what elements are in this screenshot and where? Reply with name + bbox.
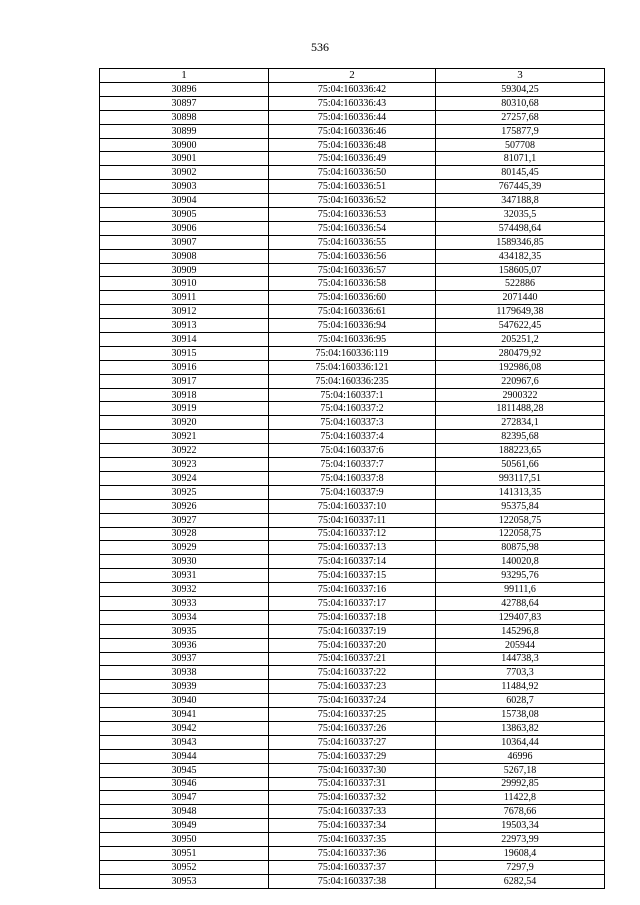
- row-number-cell: 30897: [100, 96, 269, 110]
- value-cell: 767445,39: [436, 180, 605, 194]
- row-number-cell: 30952: [100, 860, 269, 874]
- table-row: [100, 374, 605, 388]
- table-row: [100, 346, 605, 360]
- cadastral-number-cell: 75:04:160337:14: [269, 555, 436, 569]
- table-row: [100, 471, 605, 485]
- row-number-cell: 30903: [100, 180, 269, 194]
- value-cell: 280479,92: [436, 346, 605, 360]
- data-table: [99, 68, 605, 889]
- cadastral-number-cell: 75:04:160336:54: [269, 221, 436, 235]
- cadastral-number-cell: 75:04:160337:9: [269, 485, 436, 499]
- value-cell: 80875,98: [436, 541, 605, 555]
- value-cell: 574498,64: [436, 221, 605, 235]
- table-row: [100, 458, 605, 472]
- table-row: [100, 583, 605, 597]
- cadastral-number-cell: 75:04:160337:1: [269, 388, 436, 402]
- cadastral-number-cell: 75:04:160337:7: [269, 458, 436, 472]
- value-cell: 2900322: [436, 388, 605, 402]
- table-row: [100, 805, 605, 819]
- cadastral-number-cell: 75:04:160336:119: [269, 346, 436, 360]
- value-cell: 347188,8: [436, 194, 605, 208]
- table-row: [100, 249, 605, 263]
- table-row: [100, 333, 605, 347]
- row-number-cell: 30898: [100, 110, 269, 124]
- value-cell: 22973,99: [436, 833, 605, 847]
- cadastral-number-cell: 75:04:160337:31: [269, 777, 436, 791]
- row-number-cell: 30953: [100, 874, 269, 888]
- cadastral-number-cell: 75:04:160337:34: [269, 819, 436, 833]
- row-number-cell: 30940: [100, 694, 269, 708]
- value-cell: 32035,5: [436, 208, 605, 222]
- cadastral-number-cell: 75:04:160337:13: [269, 541, 436, 555]
- page-number: 536: [311, 40, 329, 54]
- cadastral-number-cell: 75:04:160337:4: [269, 430, 436, 444]
- cadastral-number-cell: 75:04:160336:61: [269, 305, 436, 319]
- cadastral-number-cell: 75:04:160337:37: [269, 860, 436, 874]
- row-number-cell: 30933: [100, 596, 269, 610]
- value-cell: 1589346,85: [436, 235, 605, 249]
- value-cell: 50561,66: [436, 458, 605, 472]
- row-number-cell: 30914: [100, 333, 269, 347]
- table-row: [100, 846, 605, 860]
- row-number-cell: 30900: [100, 138, 269, 152]
- cadastral-number-cell: 75:04:160337:2: [269, 402, 436, 416]
- table-row: [100, 263, 605, 277]
- value-cell: 7297,9: [436, 860, 605, 874]
- cadastral-number-cell: 75:04:160337:35: [269, 833, 436, 847]
- table-row: [100, 638, 605, 652]
- row-number-cell: 30912: [100, 305, 269, 319]
- value-cell: 129407,83: [436, 610, 605, 624]
- row-number-cell: 30930: [100, 555, 269, 569]
- table-row: [100, 485, 605, 499]
- value-cell: 29992,85: [436, 777, 605, 791]
- row-number-cell: 30943: [100, 735, 269, 749]
- row-number-cell: 30901: [100, 152, 269, 166]
- cadastral-number-cell: 75:04:160336:51: [269, 180, 436, 194]
- cadastral-number-cell: 75:04:160336:56: [269, 249, 436, 263]
- cadastral-number-cell: 75:04:160337:6: [269, 444, 436, 458]
- cadastral-number-cell: 75:04:160337:27: [269, 735, 436, 749]
- row-number-cell: 30944: [100, 749, 269, 763]
- cadastral-number-cell: 75:04:160337:24: [269, 694, 436, 708]
- table-row: [100, 527, 605, 541]
- value-cell: 145296,8: [436, 624, 605, 638]
- row-number-cell: 30924: [100, 471, 269, 485]
- table-row: [100, 291, 605, 305]
- value-cell: 507708: [436, 138, 605, 152]
- cadastral-number-cell: 75:04:160337:30: [269, 763, 436, 777]
- row-number-cell: 30909: [100, 263, 269, 277]
- row-number-cell: 30916: [100, 360, 269, 374]
- value-cell: 205251,2: [436, 333, 605, 347]
- cadastral-number-cell: 75:04:160336:121: [269, 360, 436, 374]
- cadastral-number-cell: 75:04:160337:22: [269, 666, 436, 680]
- table-row: [100, 860, 605, 874]
- row-number-cell: 30941: [100, 708, 269, 722]
- cadastral-number-cell: 75:04:160336:48: [269, 138, 436, 152]
- table-row: [100, 235, 605, 249]
- value-cell: 99111,6: [436, 583, 605, 597]
- row-number-cell: 30910: [100, 277, 269, 291]
- row-number-cell: 30939: [100, 680, 269, 694]
- row-number-cell: 30928: [100, 527, 269, 541]
- cadastral-number-cell: 75:04:160336:58: [269, 277, 436, 291]
- cadastral-number-cell: 75:04:160336:46: [269, 124, 436, 138]
- value-cell: 93295,76: [436, 569, 605, 583]
- column-header-3: 3: [436, 69, 605, 83]
- row-number-cell: 30919: [100, 402, 269, 416]
- row-number-cell: 30921: [100, 430, 269, 444]
- value-cell: 522886: [436, 277, 605, 291]
- cadastral-number-cell: 75:04:160336:52: [269, 194, 436, 208]
- table-row: [100, 360, 605, 374]
- table-row: [100, 152, 605, 166]
- row-number-cell: 30935: [100, 624, 269, 638]
- cadastral-number-cell: 75:04:160337:20: [269, 638, 436, 652]
- table-row: [100, 596, 605, 610]
- table-row: [100, 499, 605, 513]
- value-cell: 141313,35: [436, 485, 605, 499]
- value-cell: 27257,68: [436, 110, 605, 124]
- row-number-cell: 30946: [100, 777, 269, 791]
- table-row: [100, 430, 605, 444]
- value-cell: 6282,54: [436, 874, 605, 888]
- cadastral-number-cell: 75:04:160337:36: [269, 846, 436, 860]
- value-cell: 1179649,38: [436, 305, 605, 319]
- cadastral-number-cell: 75:04:160337:18: [269, 610, 436, 624]
- value-cell: 188223,65: [436, 444, 605, 458]
- value-cell: 10364,44: [436, 735, 605, 749]
- table-row: [100, 277, 605, 291]
- table-row: [100, 194, 605, 208]
- cadastral-number-cell: 75:04:160337:15: [269, 569, 436, 583]
- table-row: [100, 624, 605, 638]
- cadastral-number-cell: 75:04:160337:32: [269, 791, 436, 805]
- table-row: [100, 777, 605, 791]
- table-row: [100, 652, 605, 666]
- table-row: [100, 83, 605, 97]
- row-number-cell: 30896: [100, 83, 269, 97]
- table-row: [100, 749, 605, 763]
- cadastral-number-cell: 75:04:160337:38: [269, 874, 436, 888]
- value-cell: 175877,9: [436, 124, 605, 138]
- value-cell: 95375,84: [436, 499, 605, 513]
- table-row: [100, 735, 605, 749]
- table-row: [100, 388, 605, 402]
- value-cell: 7703,3: [436, 666, 605, 680]
- row-number-cell: 30899: [100, 124, 269, 138]
- row-number-cell: 30947: [100, 791, 269, 805]
- table-row: [100, 416, 605, 430]
- table-row: [100, 138, 605, 152]
- row-number-cell: 30942: [100, 721, 269, 735]
- row-number-cell: 30932: [100, 583, 269, 597]
- cadastral-number-cell: 75:04:160337:3: [269, 416, 436, 430]
- row-number-cell: 30923: [100, 458, 269, 472]
- table-body: [100, 83, 605, 889]
- cadastral-number-cell: 75:04:160336:60: [269, 291, 436, 305]
- cadastral-number-cell: 75:04:160337:25: [269, 708, 436, 722]
- value-cell: 80145,45: [436, 166, 605, 180]
- row-number-cell: 30902: [100, 166, 269, 180]
- table-row: [100, 180, 605, 194]
- value-cell: 15738,08: [436, 708, 605, 722]
- cadastral-number-cell: 75:04:160336:50: [269, 166, 436, 180]
- row-number-cell: 30926: [100, 499, 269, 513]
- table-row: [100, 833, 605, 847]
- row-number-cell: 30945: [100, 763, 269, 777]
- row-number-cell: 30917: [100, 374, 269, 388]
- row-number-cell: 30934: [100, 610, 269, 624]
- table-row: [100, 96, 605, 110]
- row-number-cell: 30904: [100, 194, 269, 208]
- row-number-cell: 30950: [100, 833, 269, 847]
- row-number-cell: 30925: [100, 485, 269, 499]
- table-row: [100, 305, 605, 319]
- table-header-row: [100, 69, 605, 83]
- cadastral-number-cell: 75:04:160336:53: [269, 208, 436, 222]
- row-number-cell: 30948: [100, 805, 269, 819]
- table-row: [100, 555, 605, 569]
- value-cell: 122058,75: [436, 513, 605, 527]
- row-number-cell: 30920: [100, 416, 269, 430]
- table-row: [100, 208, 605, 222]
- value-cell: 5267,18: [436, 763, 605, 777]
- table-row: [100, 874, 605, 888]
- cadastral-number-cell: 75:04:160336:55: [269, 235, 436, 249]
- value-cell: 993117,51: [436, 471, 605, 485]
- cadastral-number-cell: 75:04:160336:44: [269, 110, 436, 124]
- row-number-cell: 30908: [100, 249, 269, 263]
- value-cell: 122058,75: [436, 527, 605, 541]
- cadastral-number-cell: 75:04:160337:21: [269, 652, 436, 666]
- table-row: [100, 721, 605, 735]
- cadastral-number-cell: 75:04:160336:43: [269, 96, 436, 110]
- value-cell: 272834,1: [436, 416, 605, 430]
- row-number-cell: 30937: [100, 652, 269, 666]
- table-row: [100, 166, 605, 180]
- cadastral-number-cell: 75:04:160336:57: [269, 263, 436, 277]
- cadastral-number-cell: 75:04:160337:33: [269, 805, 436, 819]
- row-number-cell: 30915: [100, 346, 269, 360]
- value-cell: 220967,6: [436, 374, 605, 388]
- table-row: [100, 610, 605, 624]
- value-cell: 19503,34: [436, 819, 605, 833]
- table-row: [100, 110, 605, 124]
- row-number-cell: 30938: [100, 666, 269, 680]
- table-row: [100, 708, 605, 722]
- row-number-cell: 30911: [100, 291, 269, 305]
- table-row: [100, 541, 605, 555]
- value-cell: 19608,4: [436, 846, 605, 860]
- value-cell: 11422,8: [436, 791, 605, 805]
- table-row: [100, 763, 605, 777]
- value-cell: 2071440: [436, 291, 605, 305]
- value-cell: 6028,7: [436, 694, 605, 708]
- row-number-cell: 30922: [100, 444, 269, 458]
- value-cell: 46996: [436, 749, 605, 763]
- cadastral-number-cell: 75:04:160336:95: [269, 333, 436, 347]
- row-number-cell: 30929: [100, 541, 269, 555]
- value-cell: 158605,07: [436, 263, 605, 277]
- value-cell: 82395,68: [436, 430, 605, 444]
- value-cell: 11484,92: [436, 680, 605, 694]
- cadastral-number-cell: 75:04:160337:29: [269, 749, 436, 763]
- value-cell: 80310,68: [436, 96, 605, 110]
- row-number-cell: 30918: [100, 388, 269, 402]
- row-number-cell: 30936: [100, 638, 269, 652]
- cadastral-number-cell: 75:04:160336:42: [269, 83, 436, 97]
- value-cell: 81071,1: [436, 152, 605, 166]
- value-cell: 1811488,28: [436, 402, 605, 416]
- row-number-cell: 30931: [100, 569, 269, 583]
- cadastral-number-cell: 75:04:160337:10: [269, 499, 436, 513]
- cadastral-number-cell: 75:04:160336:235: [269, 374, 436, 388]
- table-row: [100, 444, 605, 458]
- row-number-cell: 30949: [100, 819, 269, 833]
- row-number-cell: 30905: [100, 208, 269, 222]
- cadastral-number-cell: 75:04:160337:23: [269, 680, 436, 694]
- value-cell: 205944: [436, 638, 605, 652]
- cadastral-number-cell: 75:04:160336:94: [269, 319, 436, 333]
- value-cell: 140020,8: [436, 555, 605, 569]
- cadastral-number-cell: 75:04:160337:26: [269, 721, 436, 735]
- value-cell: 144738,3: [436, 652, 605, 666]
- value-cell: 42788,64: [436, 596, 605, 610]
- value-cell: 59304,25: [436, 83, 605, 97]
- cadastral-number-cell: 75:04:160337:11: [269, 513, 436, 527]
- table-row: [100, 319, 605, 333]
- value-cell: 434182,35: [436, 249, 605, 263]
- table-row: [100, 819, 605, 833]
- cadastral-number-cell: 75:04:160337:17: [269, 596, 436, 610]
- table-row: [100, 221, 605, 235]
- value-cell: 192986,08: [436, 360, 605, 374]
- cadastral-number-cell: 75:04:160337:19: [269, 624, 436, 638]
- cadastral-number-cell: 75:04:160337:12: [269, 527, 436, 541]
- row-number-cell: 30951: [100, 846, 269, 860]
- row-number-cell: 30927: [100, 513, 269, 527]
- row-number-cell: 30906: [100, 221, 269, 235]
- row-number-cell: 30913: [100, 319, 269, 333]
- table-row: [100, 791, 605, 805]
- table-row: [100, 402, 605, 416]
- column-header-1: 1: [100, 69, 269, 83]
- value-cell: 547622,45: [436, 319, 605, 333]
- table-row: [100, 680, 605, 694]
- table-row: [100, 124, 605, 138]
- table-row: [100, 569, 605, 583]
- cadastral-number-cell: 75:04:160337:16: [269, 583, 436, 597]
- value-cell: 13863,82: [436, 721, 605, 735]
- cadastral-number-cell: 75:04:160337:8: [269, 471, 436, 485]
- table-row: [100, 666, 605, 680]
- cadastral-number-cell: 75:04:160336:49: [269, 152, 436, 166]
- value-cell: 7678,66: [436, 805, 605, 819]
- row-number-cell: 30907: [100, 235, 269, 249]
- table-row: [100, 513, 605, 527]
- table-row: [100, 694, 605, 708]
- column-header-2: 2: [269, 69, 436, 83]
